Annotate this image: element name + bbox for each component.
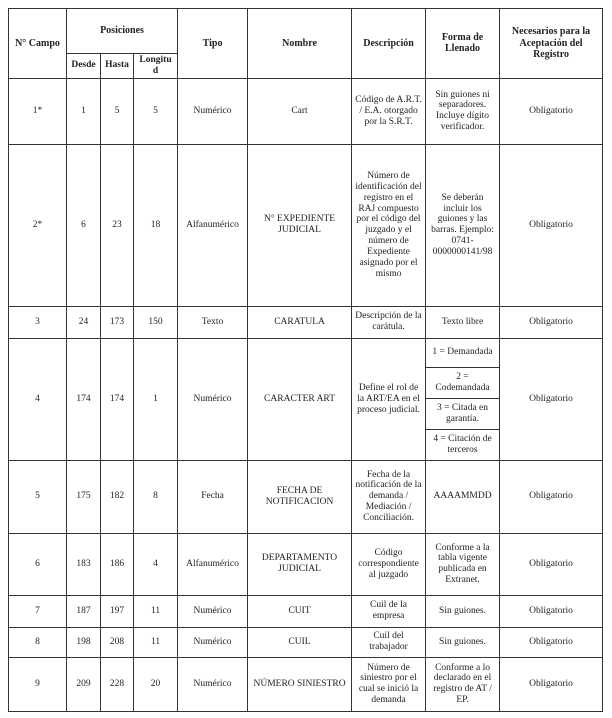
cell-forma: Se deberán incluir los guiones y las barras. Ejemplo: 0741-0000000141/98 bbox=[426, 144, 500, 306]
cell-longitud: 8 bbox=[134, 460, 178, 533]
header-descripcion: Descripción bbox=[352, 9, 426, 79]
cell-hasta: 197 bbox=[101, 595, 134, 627]
header-posiciones: Posiciones bbox=[67, 9, 178, 54]
cell-necesario: Obligatorio bbox=[500, 306, 603, 338]
cell-desde: 187 bbox=[67, 595, 101, 627]
cell-desde: 175 bbox=[67, 460, 101, 533]
cell-tipo: Numérico bbox=[178, 338, 248, 460]
cell-longitud: 20 bbox=[134, 657, 178, 711]
cell-desde: 198 bbox=[67, 627, 101, 657]
table-row bbox=[9, 595, 603, 627]
cell-nro: 8 bbox=[9, 627, 67, 657]
cell-hasta: 23 bbox=[101, 144, 134, 306]
cell-tipo: Numérico bbox=[178, 78, 248, 144]
cell-desde: 6 bbox=[67, 144, 101, 306]
cell-longitud: 1 bbox=[134, 338, 178, 460]
table-row bbox=[9, 533, 603, 595]
cell-necesario: Obligatorio bbox=[500, 460, 603, 533]
cell-forma: Sin guiones. bbox=[426, 595, 500, 627]
cell-nombre: NÚMERO SINIESTRO bbox=[248, 657, 352, 711]
cell-longitud: 11 bbox=[134, 627, 178, 657]
header-row bbox=[9, 9, 603, 54]
cell-forma-option: 2 = Codemandada bbox=[426, 367, 500, 398]
cell-nombre: CARACTER ART bbox=[248, 338, 352, 460]
table-row bbox=[9, 627, 603, 657]
cell-forma-option: 1 = Demandada bbox=[426, 338, 500, 367]
cell-forma-option: 3 = Citada en garantía. bbox=[426, 398, 500, 429]
cell-hasta: 186 bbox=[101, 533, 134, 595]
cell-desde: 183 bbox=[67, 533, 101, 595]
cell-longitud: 5 bbox=[134, 78, 178, 144]
header-nro: N° Campo bbox=[9, 9, 67, 79]
cell-descripcion: Fecha de la notificación de la demanda / Mediación / Conciliación. bbox=[352, 460, 426, 533]
cell-nombre: CUIL bbox=[248, 627, 352, 657]
cell-forma: Sin guiones. bbox=[426, 627, 500, 657]
cell-nro: 5 bbox=[9, 460, 67, 533]
cell-forma: Sin guiones ni separadores. Incluye dígito verificador. bbox=[426, 78, 500, 144]
cell-nro: 6 bbox=[9, 533, 67, 595]
header-hasta: Hasta bbox=[101, 54, 134, 79]
cell-nro: 2* bbox=[9, 144, 67, 306]
cell-nombre: CUIT bbox=[248, 595, 352, 627]
cell-desde: 209 bbox=[67, 657, 101, 711]
cell-necesario: Obligatorio bbox=[500, 533, 603, 595]
cell-necesario: Obligatorio bbox=[500, 595, 603, 627]
header-forma: Forma de Llenado bbox=[426, 9, 500, 79]
cell-forma: Conforme a la tabla vigente publicada en Extranet. bbox=[426, 533, 500, 595]
cell-necesario: Obligatorio bbox=[500, 338, 603, 460]
cell-nro: 9 bbox=[9, 657, 67, 711]
cell-hasta: 182 bbox=[101, 460, 134, 533]
cell-nro: 7 bbox=[9, 595, 67, 627]
table-row bbox=[9, 460, 603, 533]
header-necesarios: Necesarios para la Aceptación del Registro bbox=[500, 9, 603, 79]
cell-descripcion: Código correspondiente al juzgado bbox=[352, 533, 426, 595]
field-spec-table bbox=[8, 8, 603, 712]
cell-tipo: Numérico bbox=[178, 627, 248, 657]
cell-descripcion: Cuil de la empresa bbox=[352, 595, 426, 627]
cell-longitud: 11 bbox=[134, 595, 178, 627]
cell-nombre: FECHA DE NOTIFICACION bbox=[248, 460, 352, 533]
cell-tipo: Alfanumérico bbox=[178, 533, 248, 595]
table-row bbox=[9, 144, 603, 306]
cell-necesario: Obligatorio bbox=[500, 78, 603, 144]
cell-descripcion: Número de identificación del registro en el RAJ compuesto por el código del juzgado y el número de Expediente asignado por el mismo bbox=[352, 144, 426, 306]
table-row bbox=[9, 306, 603, 338]
cell-nro: 1* bbox=[9, 78, 67, 144]
cell-nombre: N° EXPEDIENTE JUDICIAL bbox=[248, 144, 352, 306]
cell-descripcion: Código de A.R.T. / E.A. otorgado por la S.R.T. bbox=[352, 78, 426, 144]
header-desde: Desde bbox=[67, 54, 101, 79]
cell-descripcion: Cuil del trabajador bbox=[352, 627, 426, 657]
header-longitud: Longitud bbox=[134, 54, 178, 79]
cell-tipo: Numérico bbox=[178, 595, 248, 627]
cell-hasta: 5 bbox=[101, 78, 134, 144]
cell-nombre: DEPARTAMENTO JUDICIAL bbox=[248, 533, 352, 595]
cell-forma: Texto libre bbox=[426, 306, 500, 338]
cell-desde: 174 bbox=[67, 338, 101, 460]
cell-desde: 1 bbox=[67, 78, 101, 144]
cell-tipo: Alfanumérico bbox=[178, 144, 248, 306]
cell-tipo: Numérico bbox=[178, 657, 248, 711]
cell-descripcion: Número de siniestro por el cual se inició la demanda bbox=[352, 657, 426, 711]
header-tipo: Tipo bbox=[178, 9, 248, 79]
cell-forma: Conforme a lo declarado en el registro de AT / EP. bbox=[426, 657, 500, 711]
cell-longitud: 150 bbox=[134, 306, 178, 338]
cell-necesario: Obligatorio bbox=[500, 627, 603, 657]
table-row bbox=[9, 338, 603, 367]
cell-necesario: Obligatorio bbox=[500, 144, 603, 306]
cell-longitud: 4 bbox=[134, 533, 178, 595]
cell-necesario: Obligatorio bbox=[500, 657, 603, 711]
cell-nombre: CARATULA bbox=[248, 306, 352, 338]
cell-descripcion: Descripción de la carátula. bbox=[352, 306, 426, 338]
cell-nro: 4 bbox=[9, 338, 67, 460]
cell-nro: 3 bbox=[9, 306, 67, 338]
cell-forma-option: 4 = Citación de terceros bbox=[426, 429, 500, 460]
cell-hasta: 174 bbox=[101, 338, 134, 460]
table-row bbox=[9, 78, 603, 144]
table-row bbox=[9, 657, 603, 711]
cell-hasta: 173 bbox=[101, 306, 134, 338]
cell-longitud: 18 bbox=[134, 144, 178, 306]
cell-hasta: 228 bbox=[101, 657, 134, 711]
cell-desde: 24 bbox=[67, 306, 101, 338]
cell-nombre: Cart bbox=[248, 78, 352, 144]
cell-descripcion: Define el rol de la ART/EA en el proceso judicial. bbox=[352, 338, 426, 460]
cell-tipo: Fecha bbox=[178, 460, 248, 533]
cell-tipo: Texto bbox=[178, 306, 248, 338]
cell-forma: AAAAMMDD bbox=[426, 460, 500, 533]
cell-hasta: 208 bbox=[101, 627, 134, 657]
header-nombre: Nombre bbox=[248, 9, 352, 79]
